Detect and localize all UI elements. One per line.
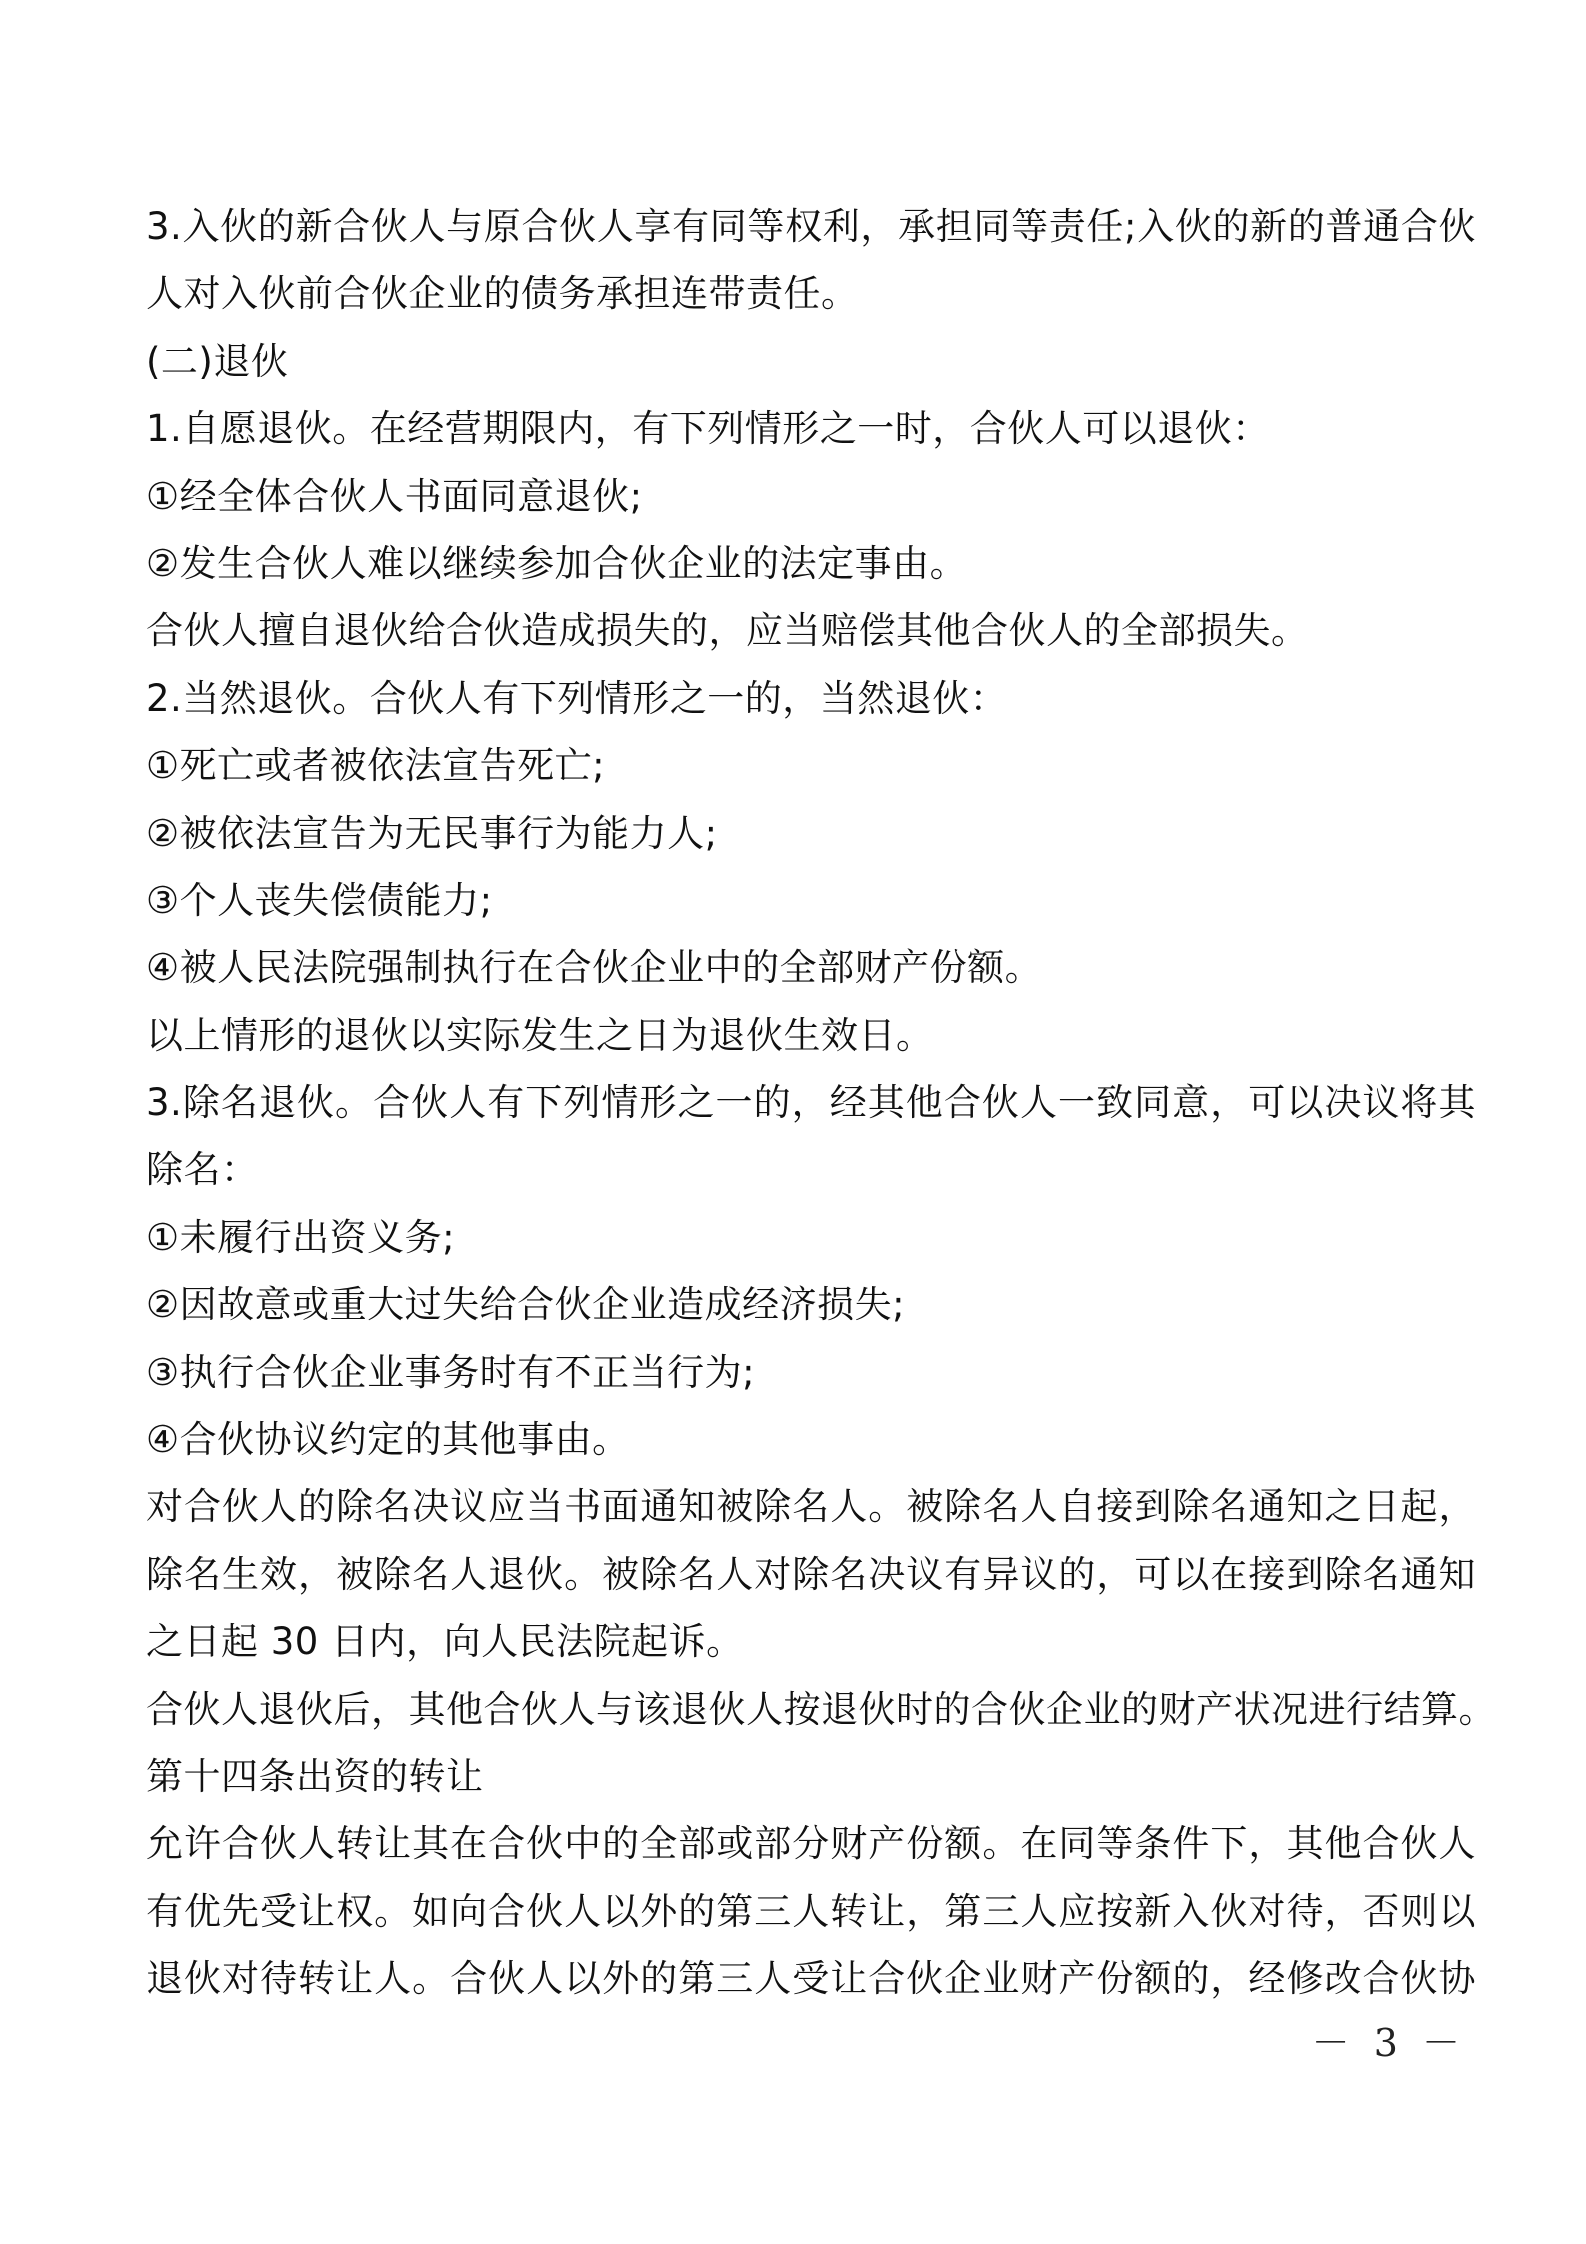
text-line: 3.入伙的新合伙人与原合伙人享有同等权利，承担同等责任;入伙的新的普通合伙: [146, 205, 1476, 248]
list-item: ③执行合伙企业事务时有不正当行为;: [146, 1350, 756, 1394]
text-line: 有优先受让权。如向合伙人以外的第三人转让，第三人应按新入伙对待，否则以: [146, 1889, 1476, 1933]
list-item: ④被人民法院强制执行在合伙企业中的全部财产份额。: [146, 946, 1043, 990]
document-body: [146, 193, 1496, 2013]
text-line: 除名生效，被除名人退伙。被除名人对除名决议有异议的，可以在接到除名通知: [146, 1552, 1476, 1596]
text-line: 3.除名退伙。合伙人有下列情形之一的，经其他合伙人一致同意，可以决议将其: [146, 1081, 1476, 1125]
text-line: 之日起 30 日内，向人民法院起诉。: [146, 1620, 744, 1664]
text-line: 合伙人擅自退伙给合伙造成损失的，应当赔偿其他合伙人的全部损失。: [146, 609, 1309, 653]
text-line: 1.自愿退伙。在经营期限内，有下列情形之一时，合伙人可以退伙：: [146, 407, 1270, 451]
text-line: 除名：: [146, 1148, 259, 1192]
page-number: － 3 －: [1311, 2021, 1466, 2065]
list-item: ①死亡或者被依法宣告死亡;: [146, 744, 606, 788]
text-line: 退伙对待转让人。合伙人以外的第三人受让合伙企业财产份额的，经修改合伙协: [146, 1957, 1476, 2001]
text-line: 对合伙人的除名决议应当书面通知被除名人。被除名人自接到除名通知之日起，: [146, 1485, 1476, 1529]
list-item: ②发生合伙人难以继续参加合伙企业的法定事由。: [146, 541, 968, 585]
article-heading: 第十四条出资的转让: [146, 1754, 484, 1798]
list-item: ④合伙协议约定的其他事由。: [146, 1418, 630, 1462]
list-item: ②被依法宣告为无民事行为能力人;: [146, 811, 718, 855]
text-line: 允许合伙人转让其在合伙中的全部或部分财产份额。在同等条件下，其他合伙人: [146, 1822, 1476, 1866]
list-item: ①经全体合伙人书面同意退伙;: [146, 474, 643, 518]
text-line: 合伙人退伙后，其他合伙人与该退伙人按退伙时的合伙企业的财产状况进行结算。: [146, 1687, 1496, 1731]
section-heading: (二)退伙: [146, 339, 289, 383]
text-line: 以上情形的退伙以实际发生之日为退伙生效日。: [146, 1013, 934, 1057]
text-line: 2.当然退伙。合伙人有下列情形之一的，当然退伙：: [146, 676, 1008, 720]
list-item: ③个人丧失偿债能力;: [146, 878, 493, 922]
list-item: ①未履行出资义务;: [146, 1215, 456, 1259]
list-item: ②因故意或重大过失给合伙企业造成经济损失;: [146, 1283, 906, 1327]
text-line: 人对入伙前合伙企业的债务承担连带责任。: [146, 272, 859, 316]
